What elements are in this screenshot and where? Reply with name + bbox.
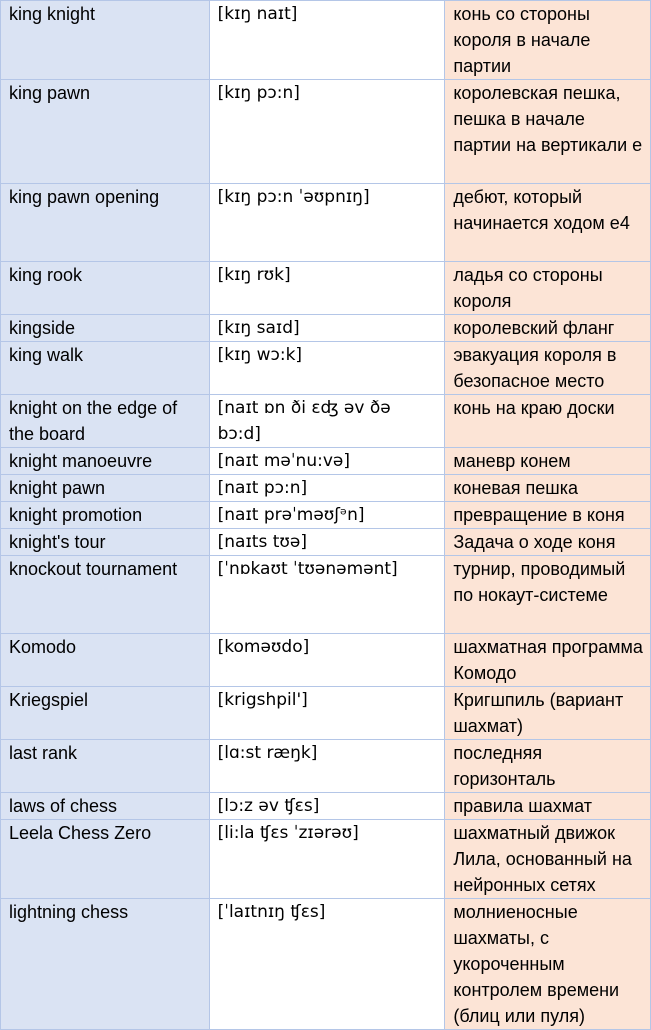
table-row xyxy=(1,315,651,342)
term-cell: Leela Chess Zero xyxy=(1,820,210,899)
term-cell: knight manoeuvre xyxy=(1,448,210,475)
term-cell: Komodo xyxy=(1,634,210,687)
term-cell: last rank xyxy=(1,740,210,793)
table-row xyxy=(1,262,651,315)
table-row xyxy=(1,740,651,793)
translation-cell: последняя горизонталь xyxy=(445,740,651,793)
transcription-cell: [krigshpil'] xyxy=(209,687,445,740)
transcription-cell: [naɪt ɒn ði ɛʤ əv ðə bɔ:d] xyxy=(209,395,445,448)
translation-cell: шахматный движок Лила, основанный на нейронных сетях xyxy=(445,820,651,899)
translation-cell: превращение в коня xyxy=(445,502,651,529)
term-cell: laws of chess xyxy=(1,793,210,820)
transcription-cell: [kɪŋ saɪd] xyxy=(209,315,445,342)
table-row xyxy=(1,80,651,184)
glossary-body xyxy=(1,1,651,1030)
transcription-cell: [naɪt məˈnu:və] xyxy=(209,448,445,475)
term-cell: king pawn opening xyxy=(1,184,210,262)
term-cell: lightning chess xyxy=(1,899,210,1030)
term-cell: knight pawn xyxy=(1,475,210,502)
transcription-cell: [koməʊdo] xyxy=(209,634,445,687)
transcription-cell: [kɪŋ pɔ:n ˈəʊpnɪŋ] xyxy=(209,184,445,262)
transcription-cell: [naɪts tʊə] xyxy=(209,529,445,556)
table-row xyxy=(1,475,651,502)
table-row xyxy=(1,502,651,529)
term-cell: kingside xyxy=(1,315,210,342)
term-cell: knight promotion xyxy=(1,502,210,529)
table-row xyxy=(1,448,651,475)
translation-cell: королевский фланг xyxy=(445,315,651,342)
translation-cell: маневр конем xyxy=(445,448,651,475)
table-row xyxy=(1,793,651,820)
term-cell: Kriegspiel xyxy=(1,687,210,740)
table-row xyxy=(1,529,651,556)
transcription-cell: [kɪŋ wɔ:k] xyxy=(209,342,445,395)
translation-cell: ладья со стороны короля xyxy=(445,262,651,315)
term-cell: knockout tournament xyxy=(1,556,210,634)
transcription-cell: [kɪŋ pɔ:n] xyxy=(209,80,445,184)
transcription-cell: [lɔ:z əv ʧɛs] xyxy=(209,793,445,820)
table-row xyxy=(1,687,651,740)
transcription-cell: [li:la ʧɛs ˈzɪərəʊ] xyxy=(209,820,445,899)
translation-cell: дебют, который начинается ходом е4 xyxy=(445,184,651,262)
transcription-cell: [kɪŋ rʊk] xyxy=(209,262,445,315)
table-row xyxy=(1,184,651,262)
transcription-cell: [ˈlaɪtnɪŋ ʧɛs] xyxy=(209,899,445,1030)
term-cell: king walk xyxy=(1,342,210,395)
transcription-cell: [kɪŋ naɪt] xyxy=(209,1,445,80)
table-row xyxy=(1,634,651,687)
translation-cell: шахматная программа Комодо xyxy=(445,634,651,687)
translation-cell: молниеносные шахматы, с укороченным контролем времени (блиц или пуля) xyxy=(445,899,651,1030)
translation-cell: эвакуация короля в безопасное место xyxy=(445,342,651,395)
term-cell: king rook xyxy=(1,262,210,315)
translation-cell: правила шахмат xyxy=(445,793,651,820)
transcription-cell: [naɪt prəˈməʊʃᵊn] xyxy=(209,502,445,529)
transcription-cell: [ˈnɒkaʊt ˈtʊənəmənt] xyxy=(209,556,445,634)
term-cell: knight on the edge of the board xyxy=(1,395,210,448)
translation-cell: королевская пешка, пешка в начале партии на вертикали е xyxy=(445,80,651,184)
term-cell: king knight xyxy=(1,1,210,80)
table-row xyxy=(1,899,651,1030)
translation-cell: Кригшпиль (вариант шахмат) xyxy=(445,687,651,740)
translation-cell: конь со стороны короля в начале партии xyxy=(445,1,651,80)
translation-cell: турнир, проводимый по нокаут-системе xyxy=(445,556,651,634)
table-row xyxy=(1,1,651,80)
translation-cell: конь на краю доски xyxy=(445,395,651,448)
transcription-cell: [naɪt pɔ:n] xyxy=(209,475,445,502)
term-cell: knight's tour xyxy=(1,529,210,556)
table-row xyxy=(1,556,651,634)
translation-cell: коневая пешка xyxy=(445,475,651,502)
table-row xyxy=(1,395,651,448)
table-row xyxy=(1,820,651,899)
term-cell: king pawn xyxy=(1,80,210,184)
translation-cell: Задача о ходе коня xyxy=(445,529,651,556)
transcription-cell: [lɑ:st ræŋk] xyxy=(209,740,445,793)
table-row xyxy=(1,342,651,395)
